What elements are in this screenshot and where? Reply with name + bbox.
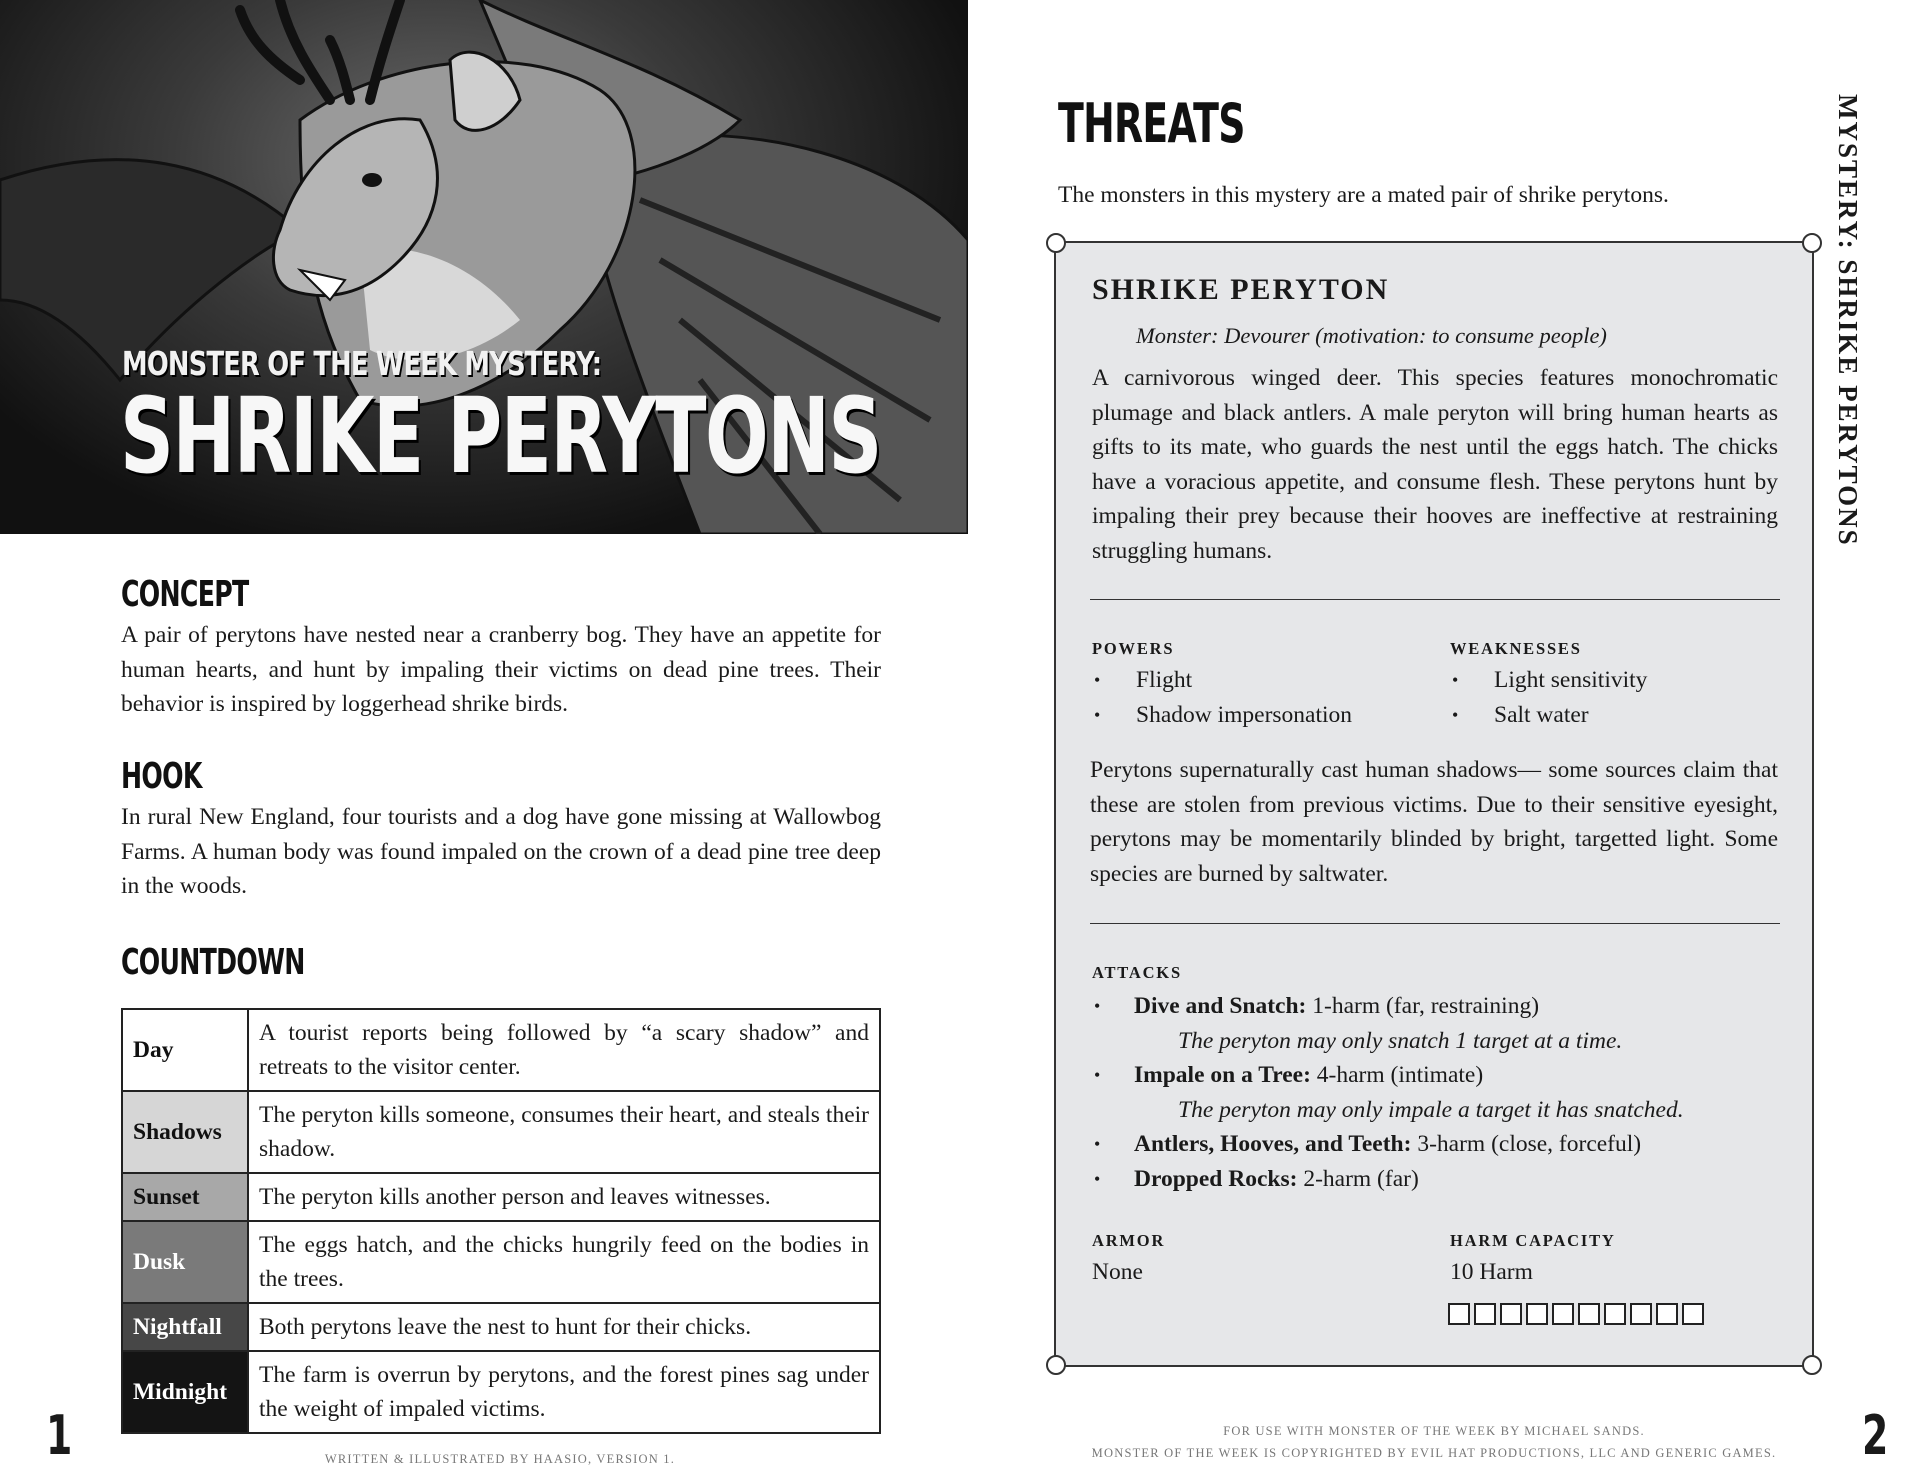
countdown-table [121, 1008, 881, 1434]
attack-item [1090, 1162, 1790, 1197]
threats-heading: THREATS [1058, 92, 1245, 155]
card-corner [1046, 233, 1066, 253]
weaknesses-label: WEAKNESSES [1450, 639, 1582, 658]
harm-checkbox[interactable] [1604, 1303, 1626, 1325]
hero-title: SHRIKE PERYTONS [120, 375, 881, 497]
countdown-label: Shadows [122, 1091, 248, 1173]
attacks-list [1090, 989, 1790, 1196]
monster-description: A carnivorous winged deer. This species features monochromatic plumage and black antlers. A male peryton will bring human hearts as gifts to its mate, who guards the nest until the eggs hatch. The chicks have a voracious appetite, and consume flesh. These perytons hunt by impaling their prey because their hooves are ineffective at restraining struggling humans. [1092, 365, 1778, 564]
armor-value: None [1092, 1259, 1143, 1285]
attack-name: Impale on a Tree: [1134, 1062, 1311, 1088]
powers-list [1092, 663, 1432, 732]
harm-checkbox[interactable] [1682, 1303, 1704, 1325]
hook-text: In rural New England, four tourists and a dog have gone missing at Wallowbog Farms. A human body was found impaled on the crown of a dead pine tree deep in the woods. [121, 804, 881, 899]
harm-checkbox[interactable] [1500, 1303, 1522, 1325]
page-number-left: 1 [46, 1404, 73, 1467]
hook-heading: HOOK [121, 756, 202, 797]
list-item: • Shadow impersonation [1092, 698, 1432, 733]
monster-name: SHRIKE PERYTON [1092, 273, 1390, 306]
attacks-label: ATTACKS [1092, 963, 1182, 982]
countdown-row [122, 1091, 880, 1173]
page-number-right: 2 [1862, 1404, 1889, 1467]
attack-detail: 2-harm (far) [1297, 1165, 1419, 1192]
countdown-label: Sunset [122, 1173, 248, 1221]
list-item: • Flight [1092, 663, 1432, 698]
footer-left: WRITTEN & ILLUSTRATED BY HAASIO, VERSION 1. [324, 1452, 676, 1466]
harm-checkbox[interactable] [1526, 1303, 1548, 1325]
countdown-row [122, 1303, 880, 1351]
divider [1090, 599, 1780, 600]
harm-checkbox[interactable] [1630, 1303, 1652, 1325]
card-corner [1046, 1355, 1066, 1375]
countdown-text: The farm is overrun by perytons, and the forest pines sag under the weight of impaled victims. [248, 1351, 880, 1433]
countdown-label: Day [122, 1009, 248, 1091]
concept-heading: CONCEPT [121, 574, 249, 615]
harm-track [1448, 1303, 1704, 1325]
side-title: MYSTERY: SHRIKE PERYTONS [1833, 94, 1863, 547]
attack-note: The peryton may only impale a target it has snatched. [1178, 1096, 1684, 1123]
weaknesses-list [1450, 663, 1770, 732]
harm-checkbox[interactable] [1552, 1303, 1574, 1325]
footer-right-line1: FOR USE WITH MONSTER OF THE WEEK BY MICHAEL SANDS. [1223, 1424, 1645, 1438]
card-corner [1802, 233, 1822, 253]
hero-illustration [0, 0, 968, 534]
monster-card [1054, 241, 1814, 1367]
harm-checkbox[interactable] [1656, 1303, 1678, 1325]
countdown-label: Midnight [122, 1351, 248, 1433]
armor-label: ARMOR [1092, 1231, 1166, 1250]
attack-item [1090, 989, 1790, 1058]
countdown-text: The peryton kills someone, consumes their heart, and steals their shadow. [248, 1091, 880, 1173]
countdown-row [122, 1351, 880, 1433]
harm-checkbox[interactable] [1448, 1303, 1470, 1325]
attack-note: The peryton may only snatch 1 target at a time. [1178, 1027, 1623, 1054]
harm-capacity-value: 10 Harm [1450, 1259, 1533, 1285]
countdown-text: Both perytons leave the nest to hunt for their chicks. [248, 1303, 880, 1351]
concept-text: A pair of perytons have nested near a cranberry bog. They have an appetite for human hearts, and hunt by impaling their victims on dead pine trees. Their behavior is inspired by loggerhead shrike birds. [121, 622, 881, 717]
hero-subtitle: MONSTER OF THE WEEK MYSTERY: [122, 344, 602, 383]
attack-detail: 4-harm (intimate) [1310, 1062, 1484, 1088]
attack-name: Dropped Rocks: [1134, 1165, 1298, 1192]
divider [1090, 923, 1780, 924]
attack-item [1090, 1127, 1790, 1162]
countdown-heading: COUNTDOWN [121, 942, 305, 983]
harm-capacity-label: HARM CAPACITY [1450, 1231, 1616, 1250]
threats-intro: The monsters in this mystery are a mated pair of shrike perytons. [1058, 182, 1669, 208]
countdown-label: Dusk [122, 1221, 248, 1303]
attack-detail: 3-harm (close, forceful) [1411, 1131, 1642, 1157]
countdown-text: The eggs hatch, and the chicks hungrily feed on the bodies in the trees. [248, 1221, 880, 1303]
footer-right-line2: MONSTER OF THE WEEK IS COPYRIGHTED BY EVIL HAT PRODUCTIONS, LLC AND GENERIC GAMES. [1091, 1446, 1777, 1460]
countdown-text: The peryton kills another person and leaves witnesses. [248, 1173, 880, 1221]
monster-type: Monster: Devourer (motivation: to consume people) [1136, 323, 1607, 348]
countdown-label: Nightfall [122, 1303, 248, 1351]
harm-checkbox[interactable] [1474, 1303, 1496, 1325]
attack-detail: 1-harm (far, restraining) [1306, 993, 1540, 1019]
list-item: • Salt water [1450, 698, 1770, 733]
countdown-row [122, 1173, 880, 1221]
powers-label: POWERS [1092, 639, 1175, 658]
countdown-row [122, 1009, 880, 1091]
card-corner [1802, 1355, 1822, 1375]
countdown-text: A tourist reports being followed by “a scary shadow” and retreats to the visitor center. [248, 1009, 880, 1091]
attack-name: Dive and Snatch: [1134, 993, 1307, 1019]
attack-name: Antlers, Hooves, and Teeth: [1134, 1131, 1412, 1157]
attack-item [1090, 1058, 1790, 1127]
monster-notes: Perytons supernaturally cast human shadows— some sources claim that these are stolen from previous victims. Due to their sensitive eyesight, perytons may be momentarily blinded by bright, targetted light. Some species are burned by saltwater. [1090, 757, 1778, 887]
list-item: • Light sensitivity [1450, 663, 1770, 698]
harm-checkbox[interactable] [1578, 1303, 1600, 1325]
countdown-row [122, 1221, 880, 1303]
